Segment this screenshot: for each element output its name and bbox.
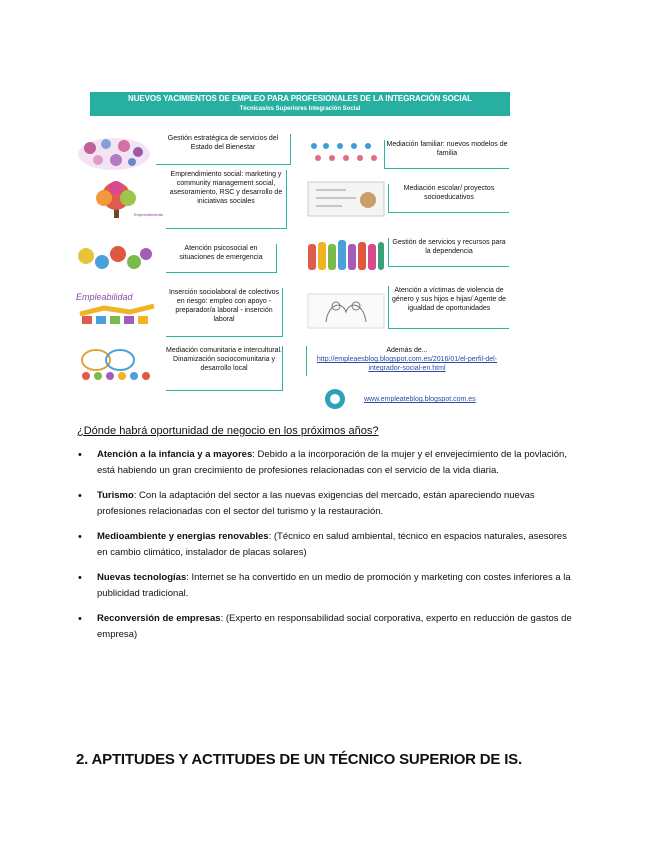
infographic-title: NUEVOS YACIMIENTOS DE EMPLEO PARA PROFESIONALES DE LA INTEGRACIÓN SOCIAL [128,94,472,103]
item-emprendimiento-social: Emprendimiento social: marketing y community management social, asesoramiento, RSC y desarrollo de iniciativas sociales [166,170,287,229]
ademas-box [306,346,507,376]
community-people-image [76,346,152,384]
list-item: • Atención a la infancia y a mayores: Debido a la incorporación de la mujer y el envejecimiento de la povlación, está habiendo un gran crecimiento de profesiones relacionadas con el servicio de la vida diaria. [75,447,575,479]
blog-url[interactable]: www.empleateblog.blogspot.com.es [364,396,476,403]
empleabilidad-logo-image [74,288,158,328]
blog-logo-icon [324,388,346,410]
community-tree-image [76,180,164,220]
item-gestion-estrategica: Gestión estratégica de servicios del Estado del Bienestar [156,134,291,165]
list-item: • Medioambiente y energias renovables: (Técnico en salud ambiental, técnico en espacios naturales, asesores en cambio climático, instalador de placas solares) [75,529,575,561]
opportunity-question: ¿Dónde habrá oportunidad de negocio en los próximos años? [77,425,379,437]
trend-list [75,447,575,652]
list-item: • Turismo: Con la adaptación del sector a las nuevas exigencias del mercado, están apareciendo nuevas profesiones relacionadas con el sector del turismo y la restauración. [75,488,575,520]
empleabilidad-logo-text: Empleabilidad [76,292,133,302]
item-mediacion-familiar: Mediación familiar: nuevos modelos de familia [384,140,509,169]
list-item: • Reconversión de empresas: (Experto en responsabilidad social corporativa, experto en reducción de gastos de empresa) [75,611,575,643]
emergency-icons-image [76,244,154,274]
network-diagram-image [76,136,152,172]
item-mediacion-comunitaria: Mediación comunitaria e intercultural. Dinamización sociocomunitaria y desarrollo local [166,346,283,391]
gender-violence-sketch-image [306,292,386,330]
school-mediation-image [306,180,386,218]
item-gestion-dependencia: Gestión de servicios y recursos para la dependencia [388,238,509,267]
section-heading: 2. APTITUDES Y ACTITUDES DE UN TÉCNICO SUPERIOR DE IS. [76,751,522,768]
svg-text:Emprendimiento: Emprendimiento [134,212,164,217]
family-models-image [306,138,382,168]
dependency-people-image [306,236,386,272]
infographic-header [90,92,510,116]
item-atencion-psicosocial: Atención psicosocial en situaciones de emergencia [166,244,277,273]
item-atencion-victimas: Atención a víctimas de violencia de género y sus hijos e hijas/ Agente de igualdad de oportunidades [388,286,509,329]
list-item: • Nuevas tecnologías: Internet se ha convertido en un medio de promoción y marketing con costes inferiores a la publicidad tradicional. [75,570,575,602]
item-insercion-sociolaboral: Inserción sociolaboral de colectivos en riesgo: empleo con apoyo - preparador/a laboral - inserción laboral [166,288,283,337]
employment-infographic [74,88,524,414]
infographic-subtitle: Técnicas/os Superiores Integración Social [239,106,361,112]
ademas-label: Además de... [386,347,428,354]
ademas-link[interactable]: http://empleaesblog.blogspot.com.es/2016/01/el-perfil-del-integrador-social-en.html [316,356,498,372]
item-mediacion-escolar: Mediación escolar/ proyectos socioeducativos [388,184,509,213]
